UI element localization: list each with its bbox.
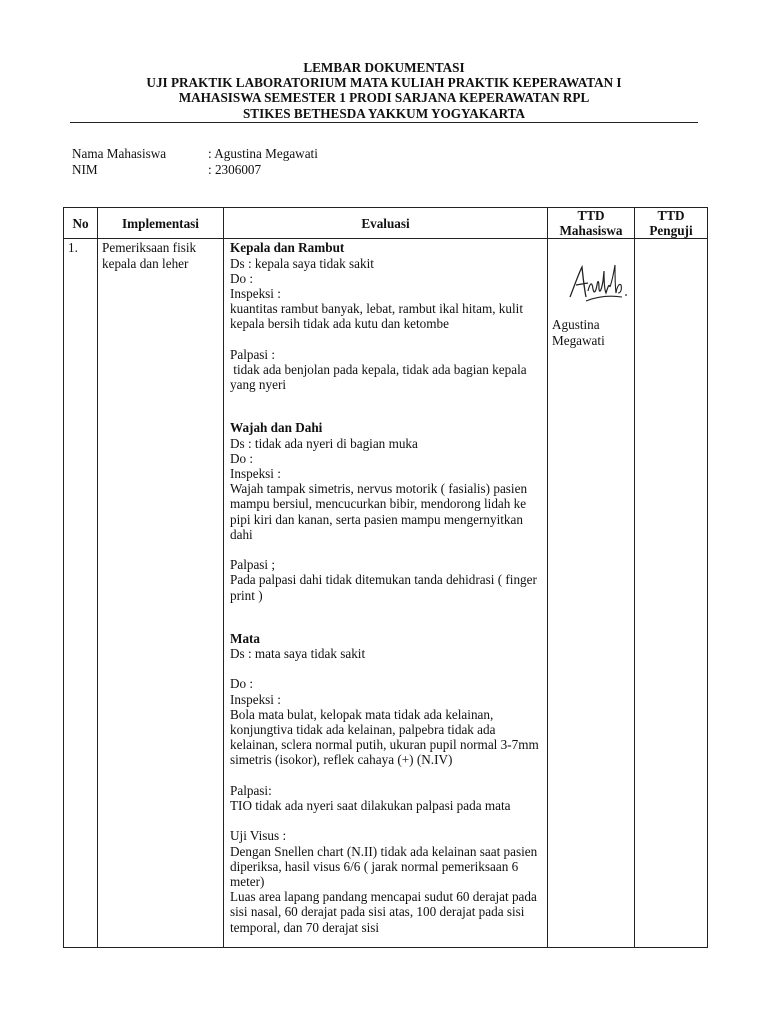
- row-number: 1.: [64, 239, 98, 948]
- eval-line: Pada palpasi dahi tidak ditemukan tanda dehidrasi ( finger print ): [230, 572, 541, 603]
- header-ttd-penguji: TTD Penguji: [635, 208, 708, 239]
- section-title: Wajah dan Dahi: [230, 420, 323, 436]
- eval-line: Ds : mata saya tidak sakit: [230, 646, 366, 662]
- student-nim-value: : 2306007: [208, 161, 262, 177]
- section-wajah-dahi: [230, 420, 543, 602]
- table-row: [64, 239, 708, 948]
- row-evaluasi: [224, 239, 548, 948]
- header-course: UJI PRAKTIK LABORATORIUM MATA KULIAH PRAKTIK KEPERAWATAN I: [146, 75, 622, 91]
- header-ttd-mahasiswa: TTD Mahasiswa: [548, 208, 635, 239]
- signature-image: [566, 257, 628, 309]
- header-no: No: [64, 208, 98, 239]
- row-ttd-mahasiswa: [548, 239, 635, 948]
- section-title: Kepala dan Rambut: [230, 240, 345, 256]
- header-program: MAHASISWA SEMESTER 1 PRODI SARJANA KEPERAWATAN RPL: [178, 90, 590, 106]
- eval-line: Palpasi ;: [230, 557, 276, 573]
- signer-name: [552, 317, 630, 347]
- document-header: [70, 60, 698, 121]
- eval-line: Inspeksi :: [230, 286, 281, 302]
- student-name-value: : Agustina Megawati: [208, 146, 318, 161]
- eval-line: Wajah tampak simetris, nervus motorik ( fasialis) pasien mampu bersiul, mencucurkan bibir, mendorong lidah ke pipi kiri dan kanan, serta pasien mampu mengernyitkan dahi: [230, 481, 531, 542]
- eval-line: Bola mata bulat, kelopak mata tidak ada kelainan, konjungtiva tidak ada kelainan, palpebra tidak ada kelainan, sclera normal putih, ukuran pupil normal 3-7mm simetris (isokor), reflek cahaya (+) (N.IV): [230, 706, 543, 768]
- header-title: LEMBAR DOKUMENTASI: [303, 60, 465, 75]
- header-evaluasi: Evaluasi: [224, 208, 548, 239]
- signer-first-name: Agustina: [552, 317, 600, 333]
- signer-last-name: Megawati: [552, 332, 605, 348]
- eval-line: Inspeksi :: [230, 691, 281, 707]
- eval-line: Ds : tidak ada nyeri di bagian muka: [230, 435, 418, 451]
- student-nim-label: NIM: [72, 161, 98, 177]
- section-mata: [230, 631, 543, 935]
- eval-line: Do :: [230, 270, 254, 286]
- header-institution: STIKES BETHESDA YAKKUM YOGYAKARTA: [242, 105, 526, 121]
- eval-line: Do :: [230, 450, 254, 466]
- student-name-row: [72, 146, 318, 162]
- student-nim-row: [72, 162, 318, 178]
- eval-line: Dengan Snellen chart (N.II) tidak ada kelainan saat pasien diperiksa, hasil visus 6/6 ( jarak normal pemeriksaan 6 meter): [230, 843, 541, 890]
- table-header-row: [64, 208, 708, 239]
- student-identity: [72, 146, 318, 177]
- section-kepala-rambut: [230, 240, 543, 392]
- eval-line: Do :: [230, 676, 254, 692]
- eval-line: Palpasi:: [230, 782, 272, 798]
- eval-line: Palpasi :: [230, 346, 276, 362]
- section-title: Mata: [230, 630, 261, 646]
- documentation-table: [63, 207, 708, 948]
- row-ttd-penguji: [635, 239, 708, 948]
- eval-line: tidak ada benjolan pada kepala, tidak ada bagian kepala yang nyeri: [230, 362, 530, 393]
- eval-line: Inspeksi :: [230, 466, 281, 482]
- eval-line: Uji Visus :: [230, 828, 287, 844]
- header-implementasi: Implementasi: [98, 208, 224, 239]
- eval-line: Ds : kepala saya tidak sakit: [230, 255, 374, 271]
- eval-line: kuantitas rambut banyak, lebat, rambut ikal hitam, kulit kepala bersih tidak ada kutu dan ketombe: [230, 301, 527, 332]
- eval-line: TIO tidak ada nyeri saat dilakukan palpasi pada mata: [230, 798, 511, 814]
- eval-line: Luas area lapang pandang mencapai sudut 60 derajat pada sisi nasal, 60 derajat pada sisi atas, 100 derajat pada sisi temporal, dan 70 derajat sisi: [230, 889, 541, 935]
- header-divider: [70, 122, 698, 123]
- student-name-label: Nama Mahasiswa: [72, 146, 167, 161]
- row-implementasi: Pemeriksaan fisik kepala dan leher: [98, 239, 224, 948]
